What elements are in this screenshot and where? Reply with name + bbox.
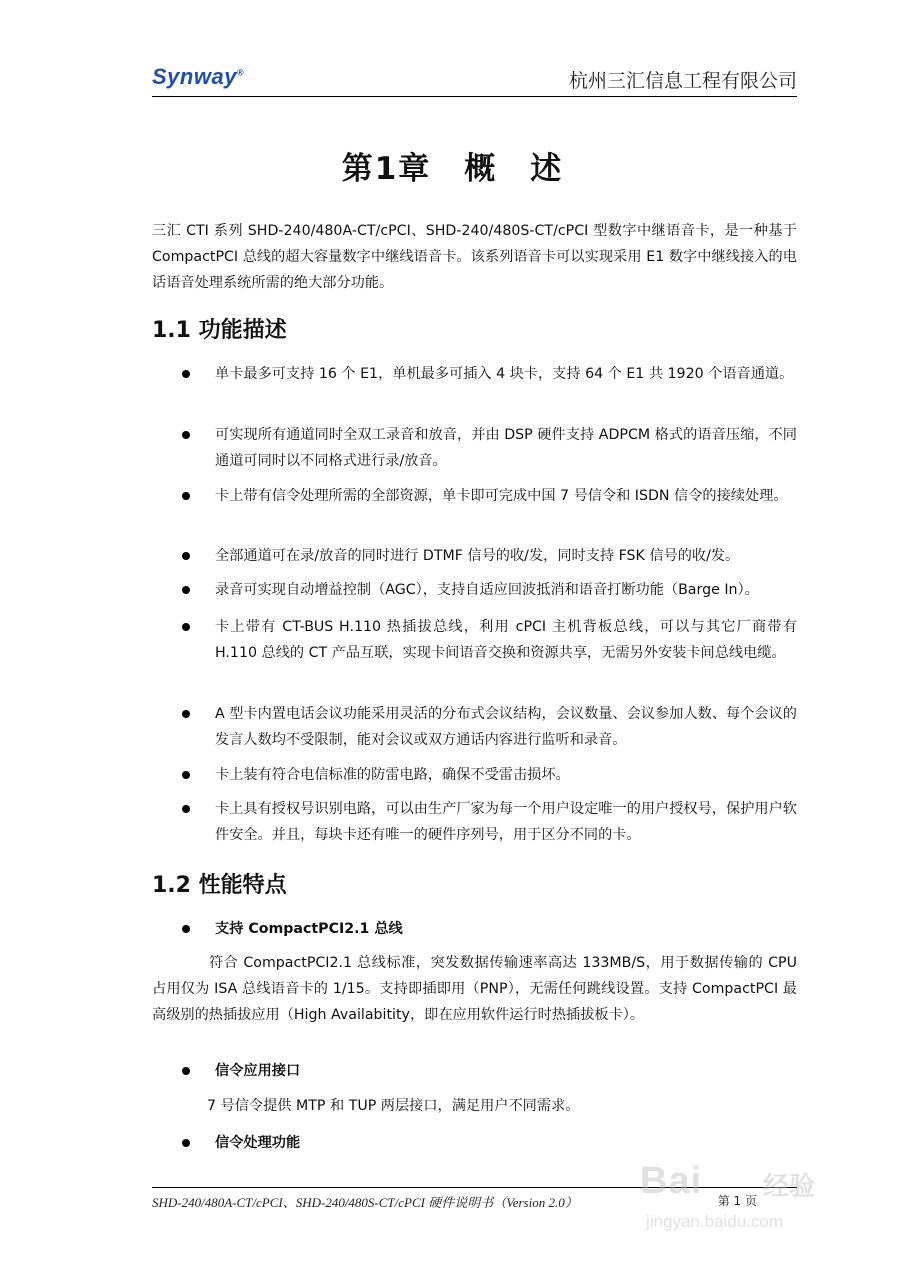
watermark-brand: Bai (640, 1160, 703, 1202)
list-item: 全部通道可在录/放音的同时进行 DTMF 信号的收/发，同时支持 FSK 信号的收/发。 (182, 543, 797, 569)
section-heading-1-1: 1.1 功能描述 (152, 318, 287, 343)
bullet-dot (182, 805, 190, 813)
bullet-dot (182, 1067, 190, 1075)
bullet-dot (182, 492, 190, 500)
list-item: 卡上带有 CT-BUS H.110 热插拔总线，利用 cPCI 主机背板总线，可以与其它厂商带有 H.110 总线的 CT 产品互联，实现卡间语音交换和资源共享，无需另外安装卡间总线电缆。 (182, 614, 797, 666)
list-item: 单卡最多可支持 16 个 E1，单机最多可插入 4 块卡，支持 64 个 E1 共 1920 个语音通道。 (182, 361, 797, 387)
list-item: 卡上装有符合电信标准的防雷电路，确保不受雷击损坏。 (182, 762, 797, 788)
intro-paragraph: 三汇 CTI 系列 SHD-240/480A-CT/cPCI、SHD-240/480S-CT/cPCI 型数字中继语音卡，是一种基于 CompactPCI 总线的超大容量数字中继线语音卡。该系列语音卡可以实现采用 E1 数字中继线接入的电话语音处理系统所需的绝大部分功能。 (152, 223, 797, 291)
bullet-dot (182, 710, 190, 718)
list-item: 支持 CompactPCI2.1 总线 (182, 916, 797, 942)
synway-logo: Synway® (152, 64, 245, 89)
list-item: A 型卡内置电话会议功能采用灵活的分布式会议结构，会议数量、会议参加人数、每个会议的发言人数均不受限制，能对会议或双方通话内容进行监听和录音。 (182, 701, 797, 753)
list-item: 信令应用接口 (182, 1058, 797, 1084)
feature-description: 7 号信令提供 MTP 和 TUP 两层接口，满足用户不同需求。 (207, 1098, 580, 1114)
watermark-brand-suffix: 经验 (763, 1172, 816, 1202)
bullet-dot (182, 771, 190, 779)
chapter-title: 第1章 概 述 (341, 151, 564, 187)
bullet-dot (182, 370, 190, 378)
list-item: 可实现所有通道同时全双工录音和放音，并由 DSP 硬件支持 ADPCM 格式的语音压缩，不同通道可同时以不同格式进行录/放音。 (182, 422, 797, 474)
list-item: 录音可实现自动增益控制（AGC），支持自适应回波抵消和语音打断功能（Barge In）。 (182, 577, 797, 603)
list-item: 卡上具有授权号识别电路，可以由生产厂家为每一个用户设定唯一的用户授权号，保护用户软件安全。并且，每块卡还有唯一的硬件序列号，用于区分不同的卡。 (182, 796, 797, 848)
footer-document-title: SHD-240/480A-CT/cPCI、SHD-240/480S-CT/cPCI 硬件说明书（Version 2.0） (152, 1195, 578, 1210)
section-heading-1-2: 1.2 性能特点 (152, 873, 287, 898)
watermark-url: jingyan.baidu.com (646, 1212, 784, 1231)
list-item: 信令处理功能 (182, 1130, 797, 1156)
feature-description: 符合 CompactPCI2.1 总线标准，突发数据传输速率高达 133MB/S，用于数据传输的 CPU 占用仅为 ISA 总线语音卡的 1/15。支持即插即用（PNP），无需任何跳线设置。支持 CompactPCI 最高级别的热插拔应用（High Availabitity，即在应用软件运行时热插拔板卡）。 (152, 955, 797, 1023)
bullet-dot (182, 623, 190, 631)
bullet-dot (182, 552, 190, 560)
page-header (152, 62, 797, 97)
baidu-watermark (640, 1150, 840, 1250)
company-name: 杭州三汇信息工程有限公司 (568, 70, 797, 92)
bullet-dot (182, 431, 190, 439)
list-item: 卡上带有信令处理所需的全部资源，单卡即可完成中国 7 号信令和 ISDN 信令的接续处理。 (182, 483, 797, 509)
bullet-dot (182, 586, 190, 594)
bullet-dot (182, 1139, 190, 1147)
page-number: 第 1 页 (717, 1194, 757, 1208)
bullet-dot (182, 925, 190, 933)
